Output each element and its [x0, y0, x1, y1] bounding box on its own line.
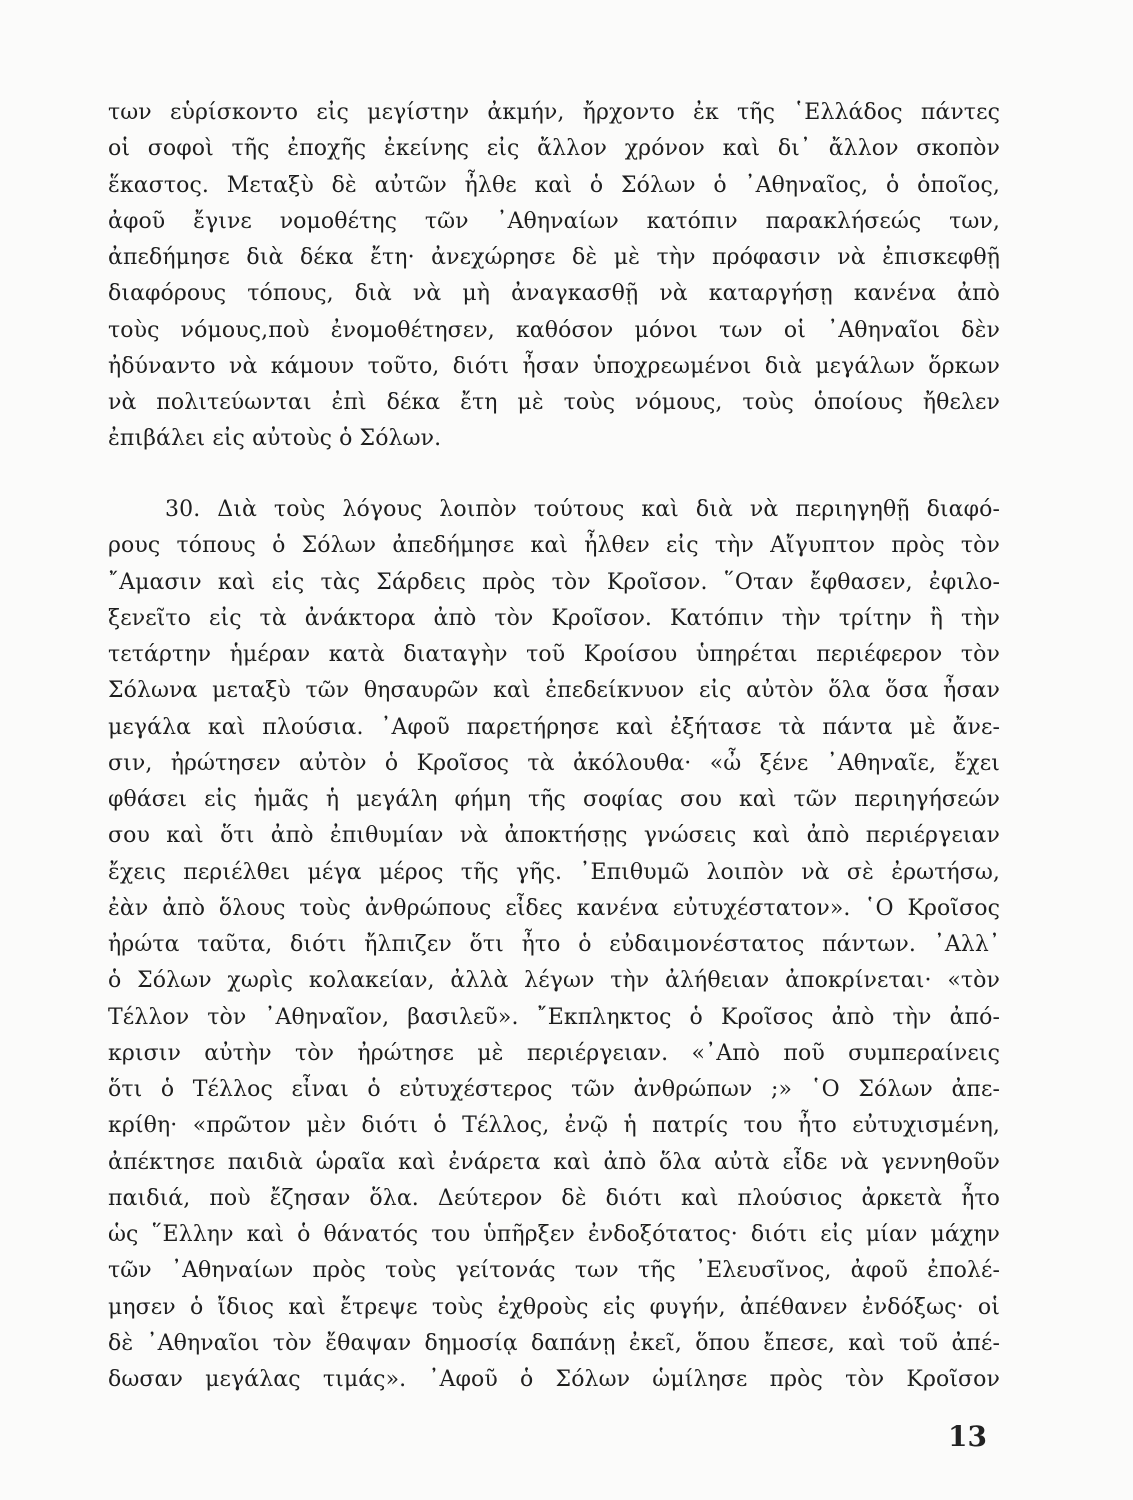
text-line: ἠρώτα ταῦτα, διότι ἤλπιζεν ὅτι ἦτο ὁ εὐδαιμονέστατος πάντων. ᾿Αλλ᾿ [108, 932, 1000, 957]
paragraph-30 [108, 492, 1000, 1398]
text-line: οἱ σοφοὶ τῆς ἐποχῆς ἐκείνης εἰς ἄλλον χρόνον καὶ δι᾿ ἄλλον σκοπὸν [108, 136, 1000, 162]
text-line: ῎Αμασιν καὶ εἰς τὰς Σάρδεις πρὸς τὸν Κροῖσον. ῞Οταν ἔφθασεν, ἐφιλο- [108, 569, 1000, 595]
text-line: ἀπέκτησε παιδιὰ ὡραῖα καὶ ἐνάρετα καὶ ἀπὸ ὅλα αὐτὰ εἶδε νὰ γεννηθοῦν [108, 1149, 1000, 1175]
text-line: νὰ πολιτεύωνται ἐπὶ δέκα ἔτη μὲ τοὺς νόμους, τοὺς ὁποίους ἤθελεν [108, 390, 1000, 415]
text-line: τῶν ᾿Αθηναίων πρὸς τοὺς γείτονάς των τῆς ᾿Ελευσῖνος, ἀφοῦ ἐπολέ- [108, 1258, 1000, 1284]
text-line: τοὺς νόμους,ποὺ ἐνομοθέτησεν, καθόσον μόνοι των οἱ ᾿Αθηναῖοι δὲν [108, 317, 1000, 343]
text-line: σιν, ἠρώτησεν αὐτὸν ὁ Κροῖσος τὰ ἀκόλουθα· «ὦ ξένε ᾿Αθηναῖε, ἔχει [108, 750, 1000, 776]
text-line: κρισιν αὐτὴν τὸν ἠρώτησε μὲ περιέργειαν. «᾿Απὸ ποῦ συμπεραίνεις [108, 1040, 1000, 1066]
text-line: δὲ ᾿Αθηναῖοι τὸν ἔθαψαν δημοσίᾳ δαπάνῃ ἐκεῖ, ὅπου ἔπεσε, καὶ τοῦ ἀπέ- [108, 1330, 1000, 1356]
text-line: διαφόρους τόπους, διὰ νὰ μὴ ἀναγκασθῇ νὰ καταργήσῃ κανένα ἀπὸ [108, 281, 1000, 307]
text-line: τετάρτην ἡμέραν κατὰ διαταγὴν τοῦ Κροίσου ὑπηρέται περιέφερον τὸν [108, 642, 1000, 667]
text-line: ἀπεδήμησε διὰ δέκα ἔτη· ἀνεχώρησε δὲ μὲ τὴν πρόφασιν νὰ ἐπισκεφθῇ [108, 245, 1000, 270]
text-line: ἐὰν ἀπὸ ὅλους τοὺς ἀνθρώπους εἶδες κανένα εὐτυχέστατον». ῾Ο Κροῖσος [108, 895, 1000, 921]
text-line: ὁ Σόλων χωρὶς κολακείαν, ἀλλὰ λέγων τὴν ἀλήθειαν ἀποκρίνεται· «τὸν [108, 968, 1000, 994]
text-line: ὡς ῞Ελλην καὶ ὁ θάνατός του ὑπῆρξεν ἐνδοξότατος· διότι εἰς μίαν μάχην [108, 1222, 1000, 1247]
text-line: των εὑρίσκοντο εἰς μεγίστην ἀκμήν, ἤρχοντο ἐκ τῆς ῾Ελλάδος πάντες [108, 100, 1000, 125]
text-line: 30. Διὰ τοὺς λόγους λοιπὸν τούτους καὶ διὰ νὰ περιηγηθῇ διαφό- [165, 497, 1000, 522]
text-line: Σόλωνα μεταξὺ τῶν θησαυρῶν καὶ ἐπεδείκνυον εἰς αὐτὸν ὅλα ὅσα ἦσαν [108, 678, 1000, 704]
text-line: παιδιά, ποὺ ἔζησαν ὅλα. Δεύτερον δὲ διότι καὶ πλούσιος ἀρκετὰ ἦτο [108, 1185, 1000, 1211]
text-line: ρους τόπους ὁ Σόλων ἀπεδήμησε καὶ ἦλθεν εἰς τὴν Αἴγυπτον πρὸς τὸν [108, 533, 1000, 559]
text-line: ὅτι ὁ Τέλλος εἶναι ὁ εὐτυχέστερος τῶν ἀνθρώπων ;» ῾Ο Σόλων ἀπε- [108, 1077, 1000, 1102]
text-line: ξενεῖτο εἰς τὰ ἀνάκτορα ἀπὸ τὸν Κροῖσον. Κατόπιν τὴν τρίτην ἢ τὴν [108, 605, 1000, 631]
text-line: σου καὶ ὅτι ἀπὸ ἐπιθυμίαν νὰ ἀποκτήσῃς γνώσεις καὶ ἀπὸ περιέργειαν [108, 823, 1000, 849]
text-line: δωσαν μεγάλας τιμάς». ᾿Αφοῦ ὁ Σόλων ὡμίλησε πρὸς τὸν Κροῖσον [108, 1367, 1000, 1392]
text-line: ἀφοῦ ἔγινε νομοθέτης τῶν ᾿Αθηναίων κατόπιν παρακλήσεώς των, [108, 208, 1000, 234]
text-line: κρίθη· «πρῶτον μὲν διότι ὁ Τέλλος, ἐνῷ ἡ πατρίς του ἦτο εὐτυχισμένη, [108, 1113, 1000, 1139]
body-text [108, 95, 1000, 1398]
text-line: ἐπιβάλει εἰς αὐτοὺς ὁ Σόλων. [108, 426, 442, 452]
text-line: μησεν ὁ ἴδιος καὶ ἔτρεψε τοὺς ἐχθροὺς εἰς φυγήν, ἀπέθανεν ἐνδόξως· οἱ [108, 1294, 1000, 1320]
paragraph-1 [108, 95, 1000, 458]
page-number: 13 [948, 1420, 987, 1453]
text-line: Τέλλον τὸν ᾿Αθηναῖον, βασιλεῦ». ῎Εκπληκτος ὁ Κροῖσος ἀπὸ τὴν ἀπό- [108, 1004, 1000, 1030]
text-line: ἠδύναντο νὰ κάμουν τοῦτο, διότι ἦσαν ὑποχρεωμένοι διὰ μεγάλων ὅρκων [108, 353, 1000, 379]
text-line: φθάσει εἰς ἡμᾶς ἡ μεγάλη φήμη τῆς σοφίας σου καὶ τῶν περιηγήσεών [108, 787, 1000, 812]
text-line: ἕκαστος. Μεταξὺ δὲ αὐτῶν ἦλθε καὶ ὁ Σόλων ὁ ᾿Αθηναῖος, ὁ ὁποῖος, [108, 172, 1000, 198]
text-line: μεγάλα καὶ πλούσια. ᾿Αφοῦ παρετήρησε καὶ ἐξήτασε τὰ πάντα μὲ ἄνε- [108, 714, 1000, 740]
text-line: ἔχεις περιέλθει μέγα μέρος τῆς γῆς. ᾿Επιθυμῶ λοιπὸν νὰ σὲ ἐρωτήσω, [108, 859, 1000, 885]
